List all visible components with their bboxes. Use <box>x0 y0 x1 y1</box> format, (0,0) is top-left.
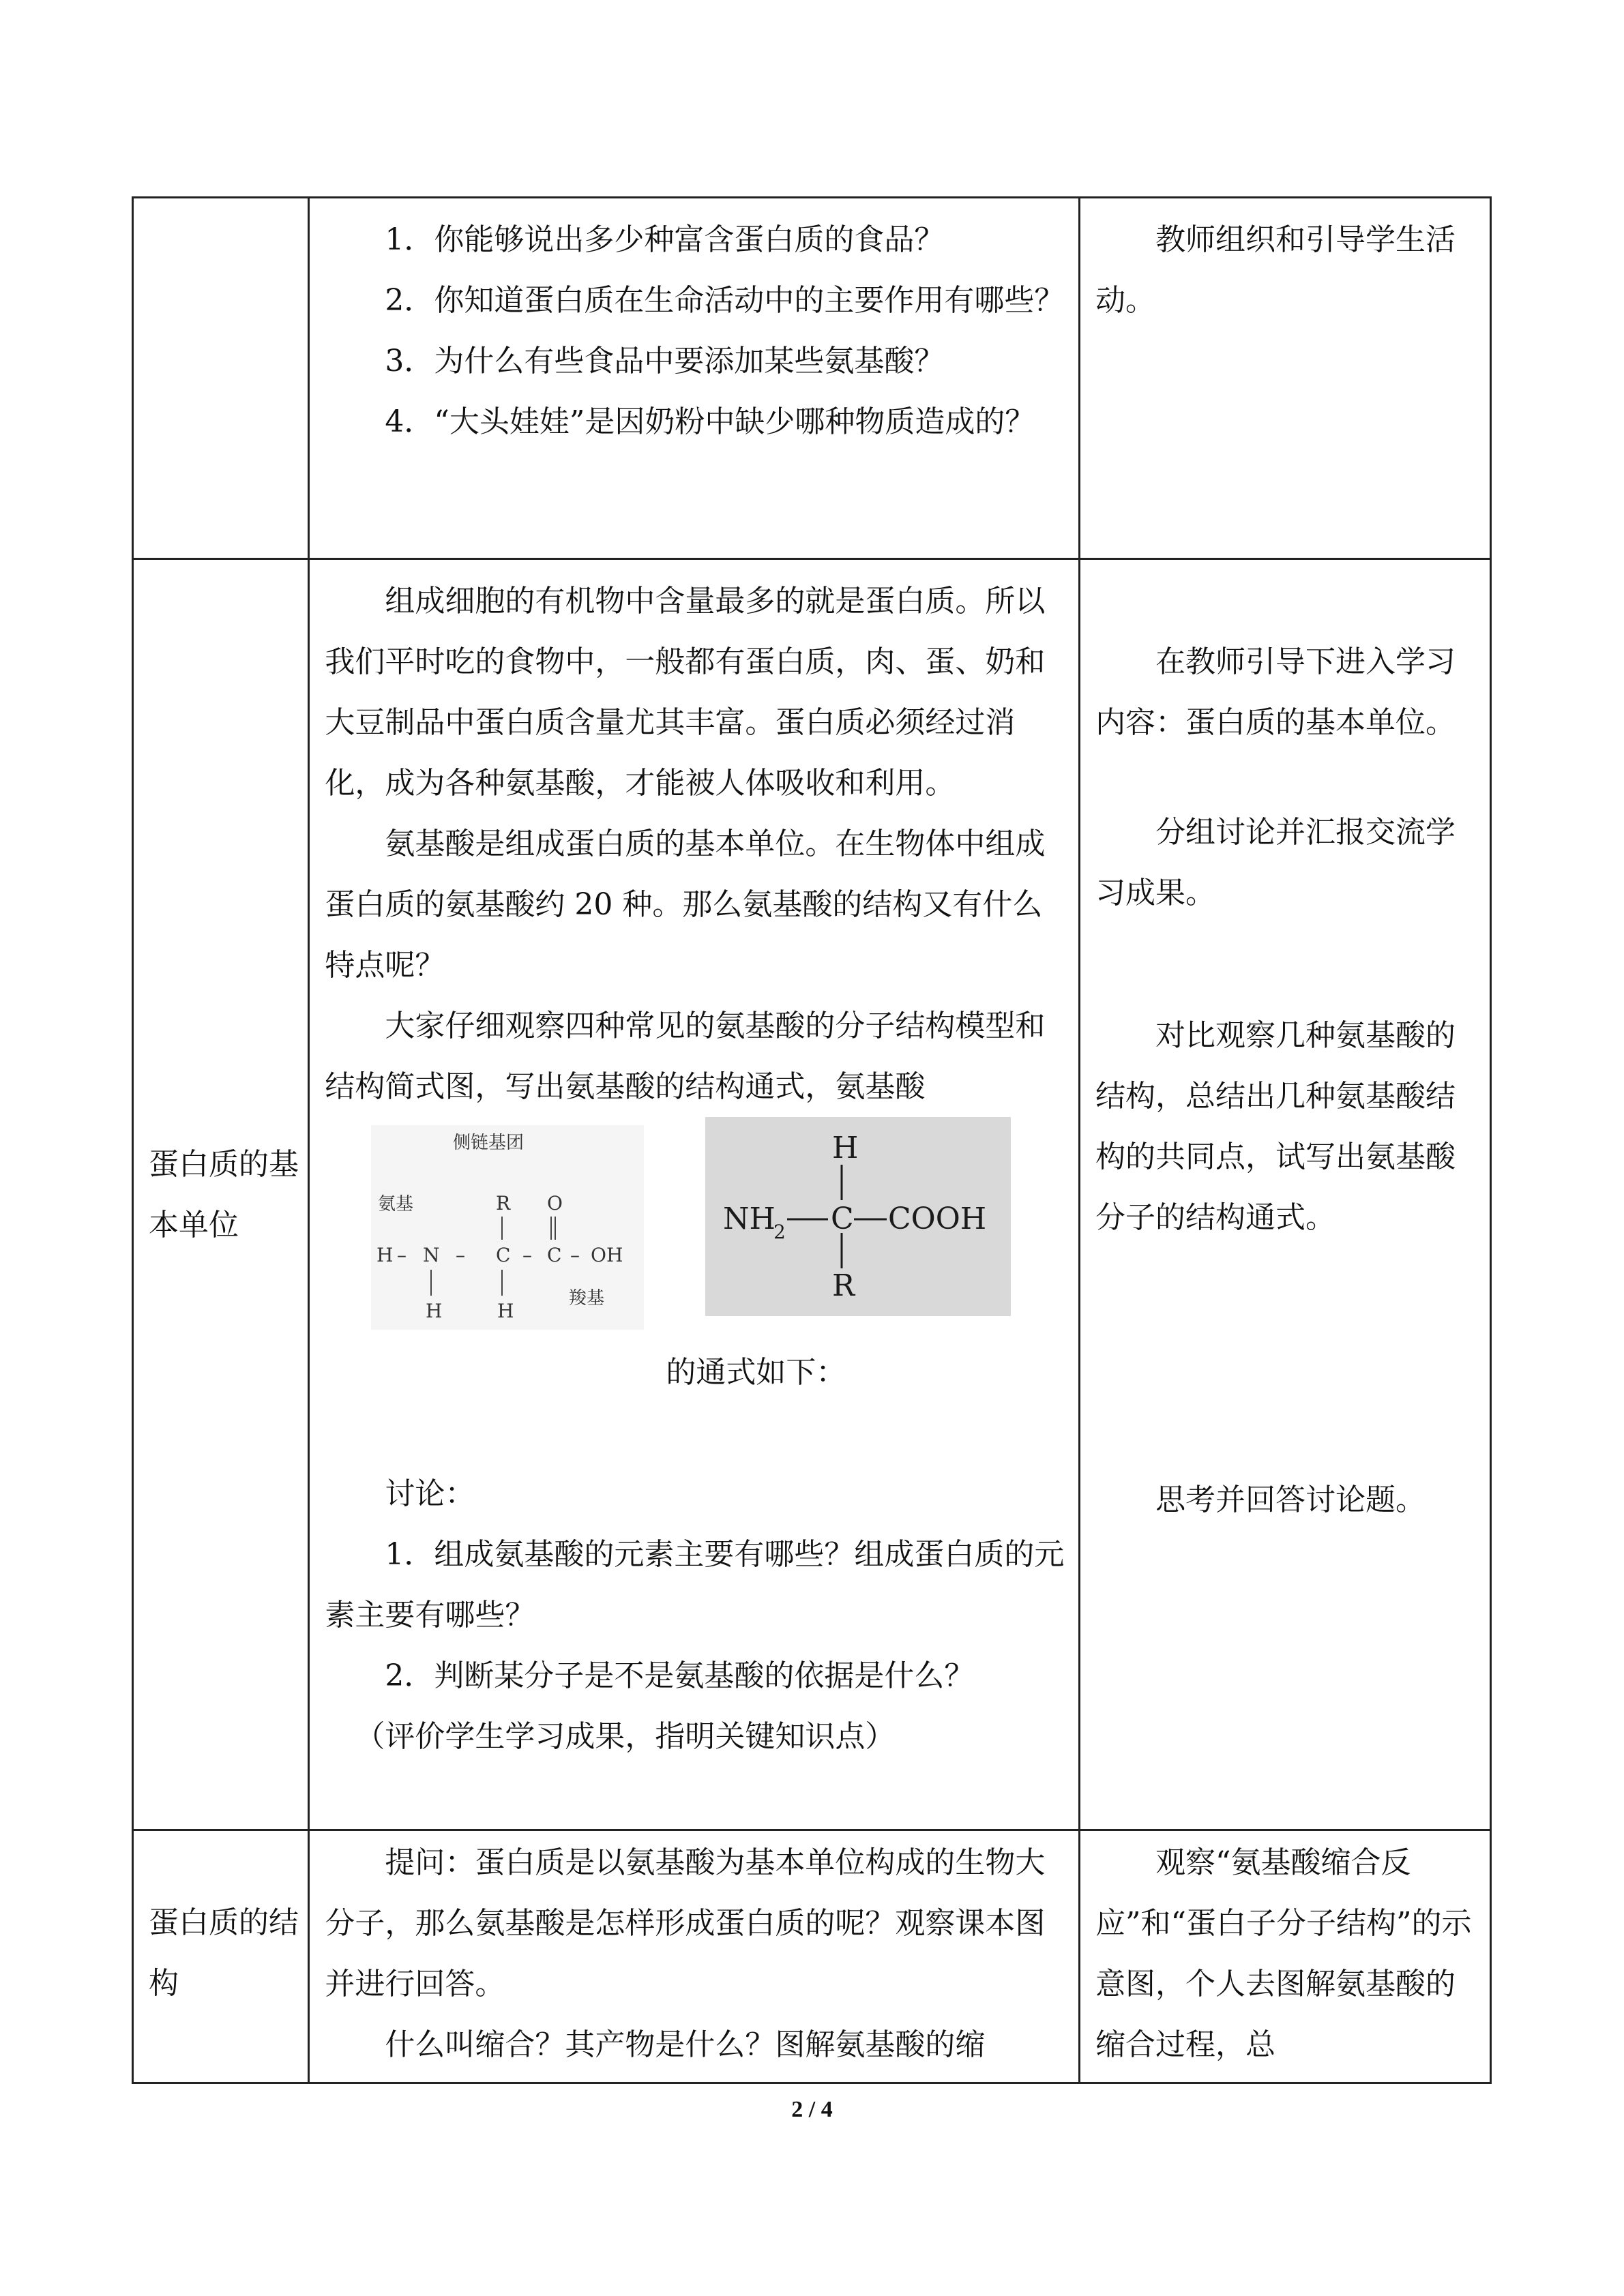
content-cell <box>309 198 1080 559</box>
formula-subscript: 2 <box>773 1221 786 1243</box>
activity-cell <box>1080 198 1491 559</box>
atom-h-bottom-c: H <box>497 1300 514 1322</box>
question-4: 4．“大头娃娃”是因奶粉中缺少哪种物质造成的？ <box>385 404 1035 439</box>
paragraph: 大家仔细观察四种常见的氨基酸的分子结构模型和结构简式图，写出氨基酸的结构通式，氨基酸 <box>325 1009 1046 1104</box>
formula-center-c: C <box>831 1202 855 1236</box>
atom-r: R <box>496 1192 511 1214</box>
activity-cell <box>1080 559 1491 1830</box>
formula-blank-space <box>325 1403 1066 1463</box>
formula-top-h: H <box>832 1131 859 1165</box>
atom-h-left: H <box>377 1244 394 1266</box>
page-number: 2 / 4 <box>791 2097 833 2122</box>
svg-text:–: – <box>522 1244 533 1266</box>
table-row <box>133 559 1491 1830</box>
formula-cooh: COOH <box>888 1202 987 1236</box>
atom-o: O <box>547 1192 563 1214</box>
amino-acid-general-formula <box>705 1117 1011 1316</box>
formula-nh: NH <box>723 1202 776 1236</box>
content-cell <box>309 559 1080 1830</box>
paragraph: 什么叫缩合？其产物是什么？图解氨基酸的缩 <box>385 2027 986 2062</box>
discussion-question-1: 1．组成氨基酸的元素主要有哪些？组成蛋白质的元素主要有哪些？ <box>325 1537 1065 1632</box>
discussion-question-2: 2．判断某分子是不是氨基酸的依据是什么？ <box>385 1658 975 1693</box>
evaluation-note: （评价学生学习成果，指明关键知识点） <box>355 1719 896 1754</box>
molecule-figures <box>325 1117 1066 1342</box>
atom-c-alpha: C <box>496 1244 511 1266</box>
discussion-heading: 讨论： <box>385 1476 475 1511</box>
activity-text: 在教师引导下进入学习内容：蛋白质的基本单位。 <box>1095 644 1456 740</box>
svg-text:–: – <box>570 1244 580 1266</box>
formula-caption: 的通式如下： <box>666 1355 846 1390</box>
atom-c-carboxyl: C <box>547 1244 562 1266</box>
side-chain-label: 侧链基团 <box>453 1133 525 1153</box>
activity-text: 思考并回答讨论题。 <box>1155 1482 1426 1517</box>
activity-cell <box>1080 1830 1491 2083</box>
carboxyl-group-label: 羧基 <box>569 1288 605 1309</box>
question-2: 2．你知道蛋白质在生命活动中的主要作用有哪些？ <box>385 283 1065 318</box>
content-cell <box>309 1830 1080 2083</box>
topic-cell <box>133 1830 309 2083</box>
lesson-plan-table <box>132 196 1492 2084</box>
topic-label: 蛋白质的结构 <box>149 1905 299 2001</box>
topic-label: 蛋白质的基本单位 <box>149 1146 299 1242</box>
amino-group-label: 氨基 <box>378 1194 414 1214</box>
question-3: 3．为什么有些食品中要添加某些氨基酸？ <box>385 344 945 378</box>
atom-n: N <box>423 1244 440 1266</box>
atom-h-bottom-n: H <box>426 1300 443 1322</box>
activity-text: 对比观察几种氨基酸的结构，总结出几种氨基酸结构的共同点，试写出氨基酸分子的结构通式。 <box>1095 1018 1456 1235</box>
table-row <box>133 198 1491 559</box>
paragraph: 氨基酸是组成蛋白质的基本单位。在生物体中组成蛋白质的氨基酸约 20 种。那么氨基酸的结构又有什么特点呢？ <box>325 826 1046 983</box>
formula-bottom-r: R <box>832 1268 855 1303</box>
question-1: 1．你能够说出多少种富含蛋白质的食品？ <box>385 222 945 257</box>
atom-oh: OH <box>591 1244 623 1266</box>
activity-text: 教师组织和引导学生活动。 <box>1095 222 1456 318</box>
amino-acid-structure-diagram <box>371 1125 644 1330</box>
activity-text: 观察“氨基酸缩合反应”和“蛋白子分子结构”的示意图，个人去图解氨基酸的缩合过程，总 <box>1095 1845 1472 2062</box>
paragraph: 组成细胞的有机物中含量最多的就是蛋白质。所以我们平时吃的食物中，一般都有蛋白质，肉、蛋、奶和大豆制品中蛋白质含量尤其丰富。蛋白质必须经过消化，成为各种氨基酸，才能被人体吸收和利用。 <box>325 584 1046 801</box>
topic-cell <box>133 198 309 559</box>
table-row <box>133 1830 1491 2083</box>
paragraph: 提问：蛋白质是以氨基酸为基本单位构成的生物大分子，那么氨基酸是怎样形成蛋白质的呢？观察课本图并进行回答。 <box>325 1845 1046 2001</box>
activity-text: 分组讨论并汇报交流学习成果。 <box>1095 815 1456 910</box>
svg-text:–: – <box>456 1244 466 1266</box>
topic-cell <box>133 559 309 1830</box>
svg-text:–: – <box>397 1244 407 1266</box>
